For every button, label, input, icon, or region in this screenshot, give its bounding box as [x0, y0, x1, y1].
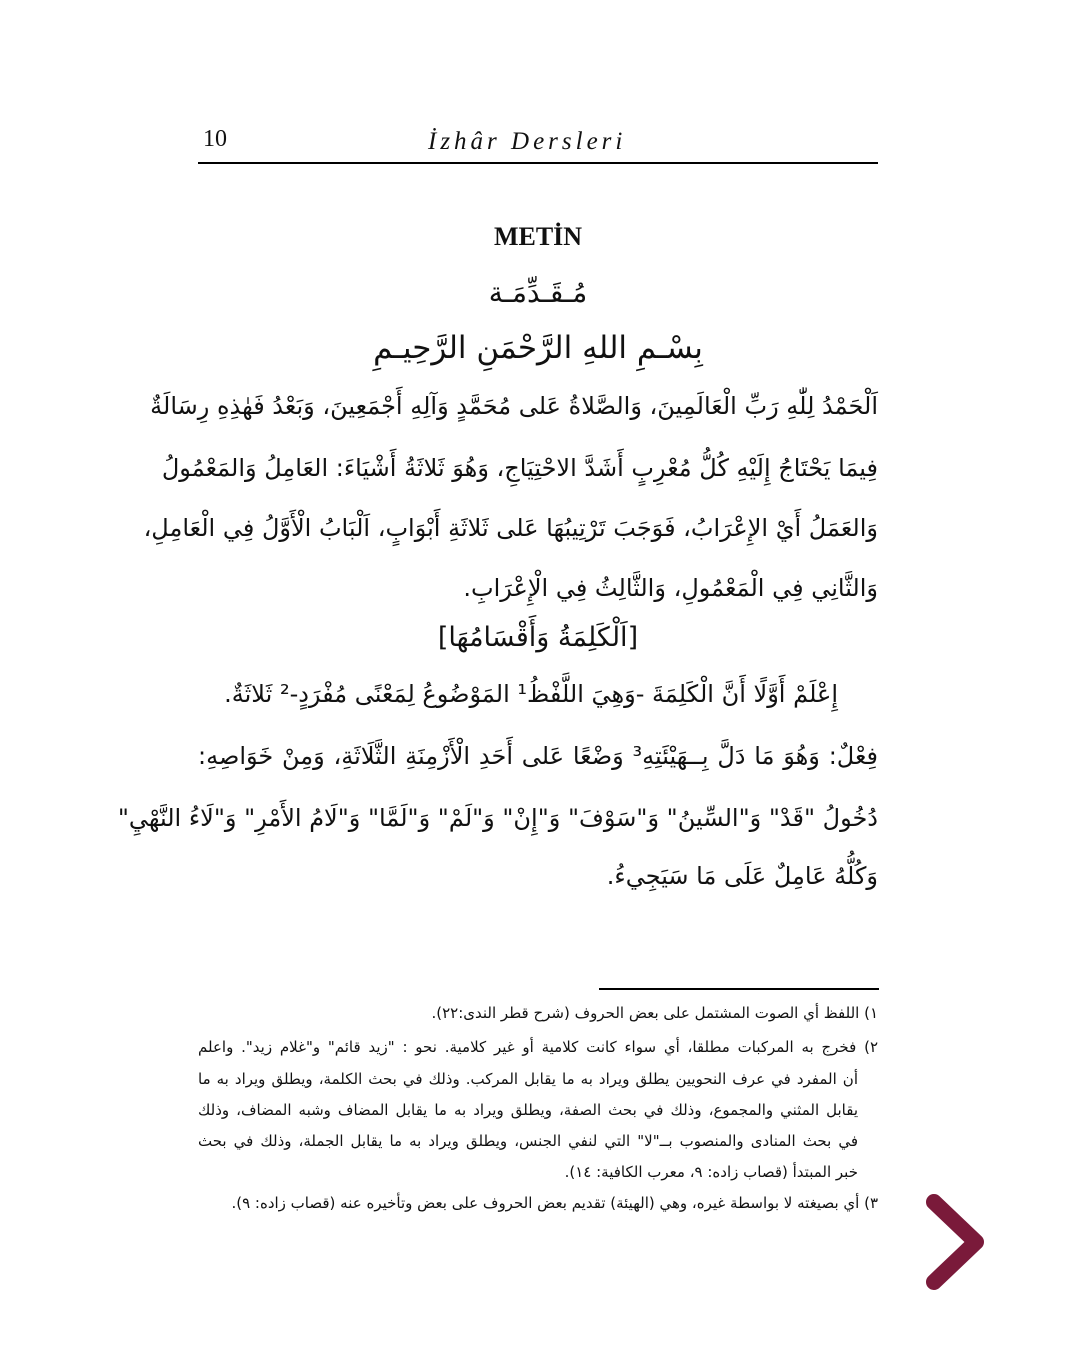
metin-heading: METİN: [493, 222, 583, 251]
header-rule: [198, 162, 878, 164]
footnote-line: ١) اللفظ أي الصوت المشتمل على بعض الحروف (شرح قطر الندى:٢٢).: [431, 1004, 878, 1022]
body-line: إِعْلَمْ أَوَّلًا أَنَّ الْكَلِمَةَ -وَهِيَ اللَّفْظُ¹ المَوْضُوعُ لِمَعْنًى مُفْرَدٍ-² ثَلاثَةٌ.: [224, 680, 838, 708]
footnote-rule: [599, 988, 879, 990]
basmala: بِسْـمِ اللهِ الرَّحْمَنِ الرَّحِيـمِ: [373, 330, 703, 366]
body-line: فِعْلٌ: وَهُوَ مَا دَلَّ بِــهَيْئَتِهِ³ وَضْعًا عَلى أَحَدِ الْأَزْمِنَةِ الثَّلَاثَةِ، وَمِنْ خَوَاصِهِ:: [198, 742, 879, 770]
intro-line: اَلْحَمْدُ لِلّٰهِ رَبِّ الْعَالَمِينَ، وَالصَّلاةُ عَلى مُحَمَّدٍ وَآلِهِ أَجْمَعِينَ، وَبَعْدُ فَهٰذِهِ رِسَالَةٌ: [150, 392, 878, 420]
footnote-line: في بحث المنادى والمنصوب بــ"لا" التي لنفي الجنس، ويطلق ويراد به ما يقابل الجملة، وذلك في بحث: [198, 1132, 858, 1150]
page-number: 10: [203, 126, 227, 152]
footnote-line: ٢) فخرج به المركبات مطلقا، أي سواء كانت كلامية أو غير كلامية. نحو : "زيد قائم" و"غلام زيد". واعلم: [198, 1038, 878, 1056]
running-title: İzhâr Dersleri: [428, 128, 627, 155]
footnote-line: ٣) أي بصيغته لا بواسطة غيره، وهي (الهيئة) تقديم بعض الحروف على بعض وتأخيره عنه (قصاب زاده: ٩).: [231, 1194, 878, 1212]
next-page-button[interactable]: [920, 1190, 992, 1294]
section-title: [اَلْكَلِمَةُ وَأَقْسَامُهَا]: [437, 622, 639, 653]
intro-line: وَالعَمَلُ أَيْ الإِعْرَابُ، فَوَجَبَ تَرْتِيبُهَا عَلى ثَلاثَةِ أَبْوَابٍ، اَلْبَابُ الْأَوَّلُ فِي الْعَامِلِ،: [143, 514, 878, 542]
footnote-line: خبر المبتدأ (قصاب زاده: ٩، معرب الكافية: ١٤).: [564, 1163, 858, 1181]
footnote-line: أن المفرد في عرف النحويين يطلق ويراد به ما يقابل المركب. وذلك في بحث الكلمة، ويطلق ويراد به ما: [198, 1070, 858, 1088]
footnote-line: يقابل المثني والمجموع، وذلك في بحث الصفة، ويطلق ويراد به ما يقابل المضاف وشبه المضاف، وذلك: [198, 1101, 858, 1119]
intro-line: فِيمَا يَحْتَاجُ إِلَيْهِ كُلُّ مُعْرِبٍ أَشَدَّ الاحْتِيَاجِ، وَهُوَ ثَلاثَةُ أَشْيَاءَ: العَامِلُ وَالمَعْمُولُ: [161, 454, 878, 482]
intro-line: وَالثَّانِي فِي الْمَعْمُولِ، وَالثَّالِثُ فِي الْإِعْرَابِ.: [463, 574, 878, 602]
chevron-right-icon: [920, 1190, 992, 1294]
body-line: دُخُولُ "قَدْ" وَ"السِّينُ" وَ"سَوْفَ" وَ"إِنْ" وَ"لَمْ" وَ"لَمَّا" وَ"لَامُ الأَمْرِ" وَ"لَاءُ النَّهْيِ": [117, 804, 878, 832]
muqaddima-heading: مُـقَـدِّمَـة: [488, 276, 588, 309]
body-line: وَكُلُّهُ عَامِلٌ عَلَى مَا سَيَجِيءُ.: [606, 862, 878, 890]
